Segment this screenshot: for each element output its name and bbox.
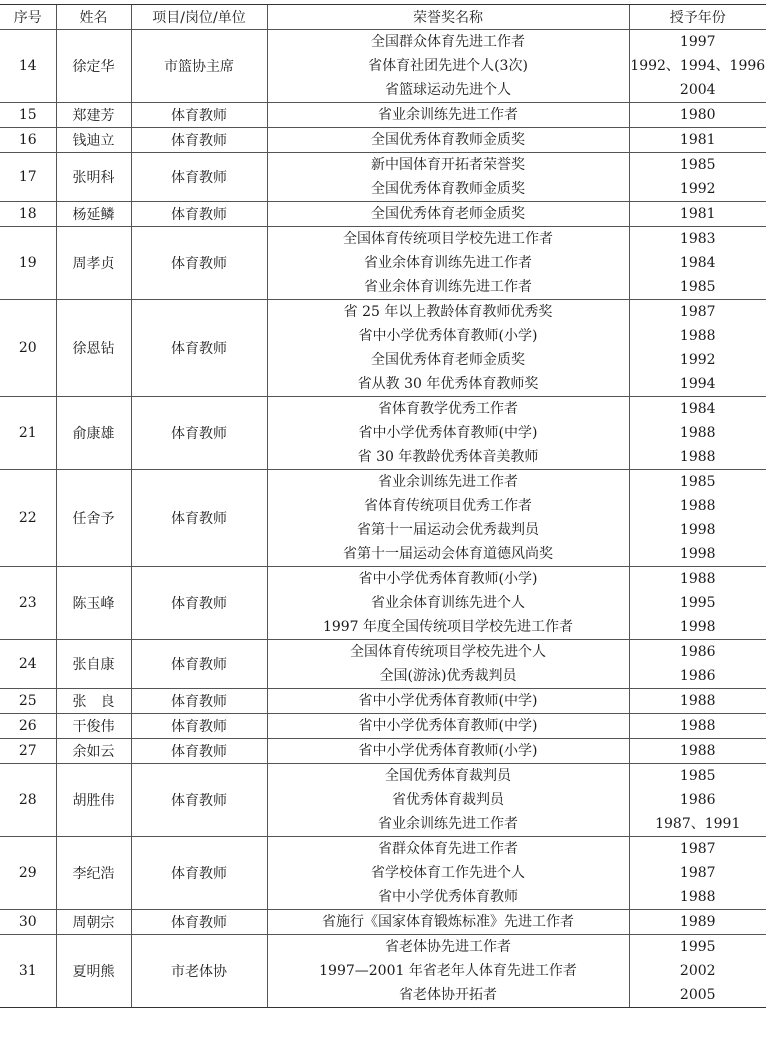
year-list [629,227,766,300]
row-number: 31 [0,935,56,1008]
honor-name: 省体育社团先进个人(3次) [368,58,528,74]
honor-list [267,837,629,910]
honor-name: 全国优秀体育教师金质奖 [371,132,525,148]
table-row [0,227,766,300]
row-number: 27 [0,739,56,764]
honor-name: 省中小学优秀体育教师(中学) [358,425,538,441]
person-post: 体育教师 [131,640,267,689]
award-year: 1998 [679,546,716,562]
honor-name: 省中小学优秀体育教师(小学) [358,571,538,587]
person-post: 体育教师 [131,153,267,202]
person-post: 体育教师 [131,764,267,837]
table-row [0,640,766,689]
honor-name: 省中小学优秀体育教师(小学) [358,743,538,759]
row-number: 19 [0,227,56,300]
award-year: 1995 [679,595,716,611]
year-list [629,935,766,1008]
row-number: 14 [0,30,56,103]
row-number: 28 [0,764,56,837]
year-list [629,567,766,640]
award-year: 1987、1991 [655,816,741,832]
honor-name: 省群众体育先进工作者 [378,841,518,857]
person-name: 李纪浩 [56,837,131,910]
honor-name: 全国优秀体育教师金质奖 [371,181,525,197]
table-row [0,300,766,397]
year-list [629,30,766,103]
table-row [0,128,766,153]
award-year: 1986 [679,644,716,660]
table-row [0,153,766,202]
person-name: 任舍予 [56,470,131,567]
honor-name: 省中小学优秀体育教师 [378,889,518,905]
honor-list [267,202,629,227]
person-name: 张自康 [56,640,131,689]
honor-list [267,764,629,837]
award-year: 1992 [679,352,716,368]
award-year: 1988 [679,743,716,759]
year-list [629,397,766,470]
honor-list [267,567,629,640]
honor-list [267,227,629,300]
award-year: 1986 [679,668,716,684]
table-row [0,567,766,640]
honor-name: 省老体协先进工作者 [385,939,511,955]
person-post: 体育教师 [131,689,267,714]
person-name: 胡胜伟 [56,764,131,837]
award-year: 1988 [679,449,716,465]
honor-name: 省第十一届运动会优秀裁判员 [357,522,539,538]
honor-name: 省中小学优秀体育教师(中学) [358,693,538,709]
honor-name: 省第十一届运动会体育道德风尚奖 [343,546,553,562]
honor-list [267,739,629,764]
row-number: 26 [0,714,56,739]
award-year: 1985 [679,279,716,295]
person-post: 体育教师 [131,300,267,397]
row-number: 20 [0,300,56,397]
award-year: 1998 [679,619,716,635]
honor-name: 全国群众体育先进工作者 [371,34,525,50]
person-post: 市篮协主席 [131,30,267,103]
row-number: 25 [0,689,56,714]
person-name: 周朝宗 [56,910,131,935]
header-name: 姓名 [56,5,131,30]
honor-list [267,397,629,470]
person-name: 张 良 [56,689,131,714]
honor-list [267,30,629,103]
award-year: 2005 [679,987,716,1003]
person-post: 体育教师 [131,103,267,128]
row-number: 15 [0,103,56,128]
year-list [629,103,766,128]
row-number: 21 [0,397,56,470]
award-year: 1988 [679,425,716,441]
award-year: 1998 [679,522,716,538]
honor-name: 省 25 年以上教龄体育教师优秀奖 [343,304,553,320]
header-no: 序号 [0,5,56,30]
table-row [0,714,766,739]
award-year: 1984 [679,401,716,417]
year-list [629,910,766,935]
table-row [0,739,766,764]
person-name: 徐定华 [56,30,131,103]
year-list [629,640,766,689]
person-name: 俞康雄 [56,397,131,470]
year-list [629,714,766,739]
person-post: 体育教师 [131,837,267,910]
award-year: 1985 [679,768,716,784]
person-name: 陈玉峰 [56,567,131,640]
honor-name: 省业余训练先进工作者 [378,107,518,123]
honor-name: 省业余体育训练先进工作者 [364,255,532,271]
table-row [0,910,766,935]
honor-name: 省业余训练先进工作者 [378,474,518,490]
honor-name: 省 30 年教龄优秀体音美教师 [357,449,539,465]
award-year: 1984 [679,255,716,271]
year-list [629,470,766,567]
award-year: 2004 [679,82,716,98]
award-year: 1997 [679,34,716,50]
honor-list [267,689,629,714]
award-year: 1980 [679,107,716,123]
header-honor: 荣誉奖名称 [267,5,629,30]
person-post: 市老体协 [131,935,267,1008]
person-name: 郑建芳 [56,103,131,128]
person-post: 体育教师 [131,397,267,470]
year-list [629,739,766,764]
person-name: 周孝贞 [56,227,131,300]
person-post: 体育教师 [131,128,267,153]
person-name: 钱迪立 [56,128,131,153]
award-year: 1988 [679,498,716,514]
person-name: 干俊伟 [56,714,131,739]
award-year: 1994 [679,376,716,392]
honor-name: 1997 年度全国传统项目学校先进工作者 [322,619,574,635]
table-row [0,103,766,128]
award-year: 1995 [679,939,716,955]
year-list [629,764,766,837]
person-post: 体育教师 [131,739,267,764]
table-body [0,30,766,1008]
row-number: 16 [0,128,56,153]
honor-name: 省业余训练先进工作者 [378,816,518,832]
award-year: 1981 [679,206,716,222]
honor-name: 省从教 30 年优秀体育教师奖 [357,376,539,392]
year-list [629,128,766,153]
award-year: 1988 [679,571,716,587]
header-row [0,5,766,30]
honor-name: 全国(游泳)优秀裁判员 [379,668,517,684]
year-list [629,689,766,714]
honor-name: 全国优秀体育老师金质奖 [371,206,525,222]
table-row [0,689,766,714]
table-row [0,397,766,470]
award-year: 1986 [679,792,716,808]
honor-name: 全国体育传统项目学校先进个人 [350,644,546,660]
honor-name: 全国体育传统项目学校先进工作者 [343,231,553,247]
table-row [0,30,766,103]
person-post: 体育教师 [131,910,267,935]
honor-name: 全国优秀体育老师金质奖 [371,352,525,368]
person-name: 余如云 [56,739,131,764]
honor-name: 省体育教学优秀工作者 [378,401,518,417]
year-list [629,202,766,227]
honor-list [267,470,629,567]
honor-list [267,640,629,689]
table-row [0,470,766,567]
honor-list [267,103,629,128]
row-number: 29 [0,837,56,910]
honor-list [267,128,629,153]
award-year: 1985 [679,157,716,173]
honor-name: 省中小学优秀体育教师(中学) [358,718,538,734]
honor-name: 省业余体育训练先进个人 [371,595,525,611]
honor-name: 省学校体育工作先进个人 [371,865,525,881]
year-list [629,837,766,910]
honor-table [0,4,766,1008]
honor-list [267,910,629,935]
award-year: 1988 [679,328,716,344]
year-list [629,153,766,202]
row-number: 18 [0,202,56,227]
table-row [0,837,766,910]
person-post: 体育教师 [131,227,267,300]
year-list [629,300,766,397]
person-name: 张明科 [56,153,131,202]
honor-list [267,300,629,397]
honor-list [267,935,629,1008]
honor-name: 1997—2001 年省老年人体育先进工作者 [319,963,577,979]
row-number: 22 [0,470,56,567]
award-year: 1992 [679,181,716,197]
award-year: 1992、1994、1996 [630,58,766,74]
person-post: 体育教师 [131,567,267,640]
honor-name: 省老体协开拓者 [399,987,497,1003]
row-number: 24 [0,640,56,689]
honor-name: 省中小学优秀体育教师(小学) [358,328,538,344]
honor-list [267,714,629,739]
award-year: 1985 [679,474,716,490]
header-post: 项目/岗位/单位 [131,5,267,30]
award-year: 2002 [679,963,716,979]
honor-name: 省业余体育训练先进工作者 [364,279,532,295]
award-year: 1987 [679,841,716,857]
award-year: 1988 [679,693,716,709]
award-year: 1989 [679,914,716,930]
row-number: 30 [0,910,56,935]
table-row [0,202,766,227]
person-name: 徐恩钻 [56,300,131,397]
honor-name: 新中国体育开拓者荣誉奖 [371,157,525,173]
person-name: 夏明熊 [56,935,131,1008]
honor-list [267,153,629,202]
award-year: 1981 [679,132,716,148]
award-year: 1983 [679,231,716,247]
header-year: 授予年份 [629,5,766,30]
honor-name: 省施行《国家体育锻炼标准》先进工作者 [322,914,574,930]
person-post: 体育教师 [131,202,267,227]
person-name: 杨延鳞 [56,202,131,227]
award-year: 1988 [679,718,716,734]
honor-name: 全国优秀体育裁判员 [385,768,511,784]
table-row [0,935,766,1008]
row-number: 23 [0,567,56,640]
honor-name: 省优秀体育裁判员 [392,792,504,808]
person-post: 体育教师 [131,470,267,567]
table-row [0,764,766,837]
person-post: 体育教师 [131,714,267,739]
honor-name: 省体育传统项目优秀工作者 [364,498,532,514]
award-year: 1987 [679,304,716,320]
award-year: 1988 [679,889,716,905]
honor-name: 省篮球运动先进个人 [385,82,511,98]
row-number: 17 [0,153,56,202]
award-year: 1987 [679,865,716,881]
